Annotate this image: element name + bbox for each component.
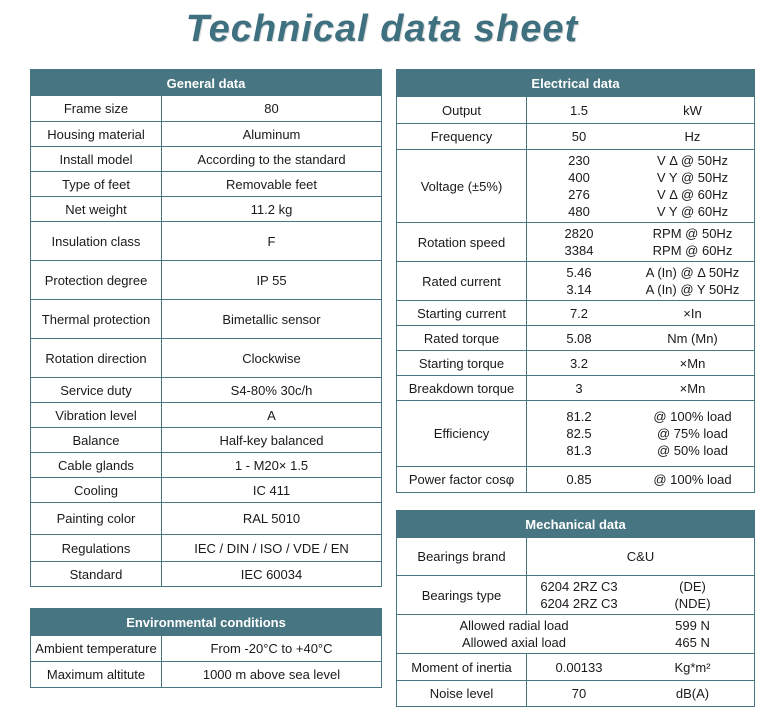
unit: (DE) — [679, 579, 706, 594]
row-label: Noise level — [397, 681, 527, 706]
value: 0.85 — [566, 472, 592, 487]
value: 599 N — [675, 618, 710, 633]
value: 3.14 — [566, 282, 592, 297]
electrical-data-table — [396, 69, 755, 493]
row-label: Rotation direction — [31, 339, 162, 377]
value: 6204 2RZ C3 — [540, 596, 618, 611]
table-row — [31, 299, 381, 338]
general-data-table — [30, 69, 382, 587]
row-value: A — [267, 407, 276, 423]
unit: ×Mn — [679, 355, 706, 371]
row-value-unit — [527, 401, 754, 466]
table-row — [31, 661, 381, 687]
unit: V Y @ 60Hz — [656, 204, 729, 219]
table-row — [397, 325, 754, 350]
value: 81.2 — [566, 409, 592, 424]
unit: Nm (Mn) — [667, 330, 718, 346]
unit: dB(A) — [675, 686, 710, 701]
unit: A (In) @ Y 50Hz — [645, 282, 740, 297]
unit: (NDE) — [674, 596, 711, 611]
row-label: Balance — [31, 428, 162, 452]
row-label: Allowed axial load — [461, 635, 567, 650]
environmental-conditions-table — [30, 608, 382, 688]
row-label: Rated torque — [397, 326, 527, 350]
unit: @ 75% load — [656, 426, 729, 441]
row-label-group — [397, 615, 631, 653]
table-row — [31, 502, 381, 534]
row-value-unit — [527, 351, 754, 375]
row-value: IP 55 — [256, 272, 287, 288]
unit: @ 100% load — [653, 472, 732, 487]
value: 82.5 — [566, 426, 592, 441]
left-column — [30, 69, 382, 688]
value: 7.2 — [569, 305, 589, 321]
row-label: Protection degree — [31, 261, 162, 299]
table-row — [397, 261, 754, 300]
table-row — [31, 260, 381, 299]
row-label: Bearings type — [397, 576, 527, 614]
row-value: 1000 m above sea level — [202, 667, 341, 682]
table-header: General data — [31, 70, 381, 96]
row-value: Aluminum — [242, 126, 301, 142]
row-value: RAL 5010 — [242, 511, 301, 526]
table-header: Environmental conditions — [31, 609, 381, 635]
table-row — [397, 614, 754, 653]
row-label: Painting color — [31, 503, 162, 534]
row-label: Output — [397, 97, 527, 123]
value: 400 — [568, 170, 590, 185]
row-value: Removable feet — [225, 176, 318, 192]
unit: @ 50% load — [656, 443, 729, 458]
unit: V Δ @ 50Hz — [656, 153, 729, 168]
table-row — [397, 575, 754, 614]
value: 5.46 — [566, 265, 592, 280]
row-label: Type of feet — [31, 172, 162, 196]
row-value-group — [631, 615, 754, 653]
table-row — [31, 146, 381, 171]
table-row — [397, 149, 754, 222]
unit: RPM @ 50Hz — [652, 226, 733, 241]
row-value-unit — [527, 301, 754, 325]
row-value: 1 - M20× 1.5 — [234, 457, 309, 473]
table-row — [397, 466, 754, 492]
row-value-unit — [527, 681, 754, 706]
row-value-unit — [527, 124, 754, 149]
row-label: Moment of inertia — [397, 654, 527, 680]
table-row — [31, 96, 381, 121]
table-row — [397, 123, 754, 149]
row-value-unit — [527, 654, 754, 680]
row-value: Clockwise — [242, 350, 301, 366]
row-label: Housing material — [31, 122, 162, 146]
unit: V Y @ 50Hz — [656, 170, 729, 185]
row-value: IEC / DIN / ISO / VDE / EN — [194, 540, 349, 556]
unit: RPM @ 60Hz — [652, 243, 733, 258]
value: 2820 — [564, 226, 594, 241]
value: 81.3 — [566, 443, 592, 458]
row-value-unit — [527, 467, 754, 492]
value: 0.00133 — [555, 659, 603, 675]
table-row — [397, 680, 754, 706]
table-row — [31, 427, 381, 452]
row-label: Net weight — [31, 197, 162, 221]
page-title: Technical data sheet — [185, 8, 579, 50]
row-value-unit — [527, 326, 754, 350]
unit: ×Mn — [679, 380, 706, 396]
mechanical-data-table — [396, 510, 755, 707]
table-row — [397, 350, 754, 375]
table-header: Electrical data — [397, 70, 754, 96]
row-value-unit — [527, 376, 754, 400]
table-row — [31, 635, 381, 661]
value: 3 — [575, 380, 583, 396]
table-row — [31, 171, 381, 196]
row-label: Thermal protection — [31, 300, 162, 338]
value: 5.08 — [566, 330, 592, 346]
unit: A (In) @ Δ 50Hz — [645, 265, 740, 280]
row-label: Frequency — [397, 124, 527, 149]
row-value: From -20°C to +40°C — [210, 641, 333, 656]
value: 50 — [571, 129, 587, 144]
row-value-unit — [527, 150, 754, 222]
value: 276 — [568, 187, 590, 202]
row-value-unit — [527, 97, 754, 123]
row-label: Service duty — [31, 378, 162, 402]
unit: @ 100% load — [653, 409, 732, 424]
unit: kW — [683, 102, 702, 118]
content-area — [30, 69, 755, 707]
unit: ×In — [683, 305, 702, 321]
row-value: IEC 60034 — [240, 566, 303, 582]
right-column — [396, 69, 755, 707]
value: 480 — [568, 204, 590, 219]
row-value: According to the standard — [197, 151, 346, 167]
table-row — [31, 121, 381, 146]
row-value: F — [267, 233, 276, 249]
row-value: Half-key balanced — [219, 432, 324, 448]
table-header: Mechanical data — [397, 511, 754, 537]
row-label: Power factor cosφ — [397, 467, 527, 492]
table-row — [397, 537, 754, 575]
row-label: Voltage (±5%) — [397, 150, 527, 222]
row-label: Insulation class — [31, 222, 162, 260]
row-label: Rated current — [397, 262, 527, 300]
value: 465 N — [675, 635, 710, 650]
row-label: Starting torque — [397, 351, 527, 375]
table-row — [31, 477, 381, 502]
value: 230 — [568, 153, 590, 168]
row-value: Bimetallic sensor — [222, 311, 321, 327]
table-row — [31, 196, 381, 221]
table-row — [31, 452, 381, 477]
table-row — [31, 402, 381, 427]
row-label: Allowed radial load — [459, 618, 569, 633]
value: 3384 — [564, 243, 594, 258]
table-row — [31, 338, 381, 377]
row-value: 80 — [264, 101, 279, 116]
row-label: Cooling — [31, 478, 162, 502]
row-value-unit — [527, 576, 754, 614]
row-label: Starting current — [397, 301, 527, 325]
row-value: 11.2 kg — [250, 201, 293, 217]
row-label: Ambient temperature — [31, 636, 162, 661]
value: 1.5 — [569, 102, 589, 118]
row-value: C&U — [626, 549, 655, 564]
row-value: IC 411 — [252, 482, 291, 498]
row-label: Breakdown torque — [397, 376, 527, 400]
row-value-unit — [527, 262, 754, 300]
table-row — [397, 222, 754, 261]
table-row — [31, 221, 381, 260]
table-row — [31, 377, 381, 402]
table-row — [31, 534, 381, 561]
value: 70 — [571, 686, 587, 701]
value: 3.2 — [569, 355, 589, 371]
table-row — [397, 96, 754, 123]
row-label: Maximum altitute — [31, 662, 162, 687]
table-row — [31, 561, 381, 586]
row-value: S4-80% 30c/h — [230, 382, 313, 398]
row-label: Bearings brand — [397, 538, 527, 575]
row-label: Vibration level — [31, 403, 162, 427]
row-label: Standard — [31, 562, 162, 586]
row-label: Efficiency — [397, 401, 527, 466]
table-row — [397, 653, 754, 680]
row-label: Rotation speed — [397, 223, 527, 261]
unit: Kg*m² — [674, 659, 711, 675]
unit: Hz — [684, 129, 701, 144]
row-label: Frame size — [31, 96, 162, 121]
table-row — [397, 400, 754, 466]
spacer — [396, 493, 755, 510]
spacer — [30, 587, 382, 608]
table-row — [397, 300, 754, 325]
table-row — [397, 375, 754, 400]
value: 6204 2RZ C3 — [540, 579, 618, 594]
row-value-unit — [527, 223, 754, 261]
unit: V Δ @ 60Hz — [656, 187, 729, 202]
row-label: Regulations — [31, 535, 162, 561]
row-label: Install model — [31, 147, 162, 171]
row-label: Cable glands — [31, 453, 162, 477]
